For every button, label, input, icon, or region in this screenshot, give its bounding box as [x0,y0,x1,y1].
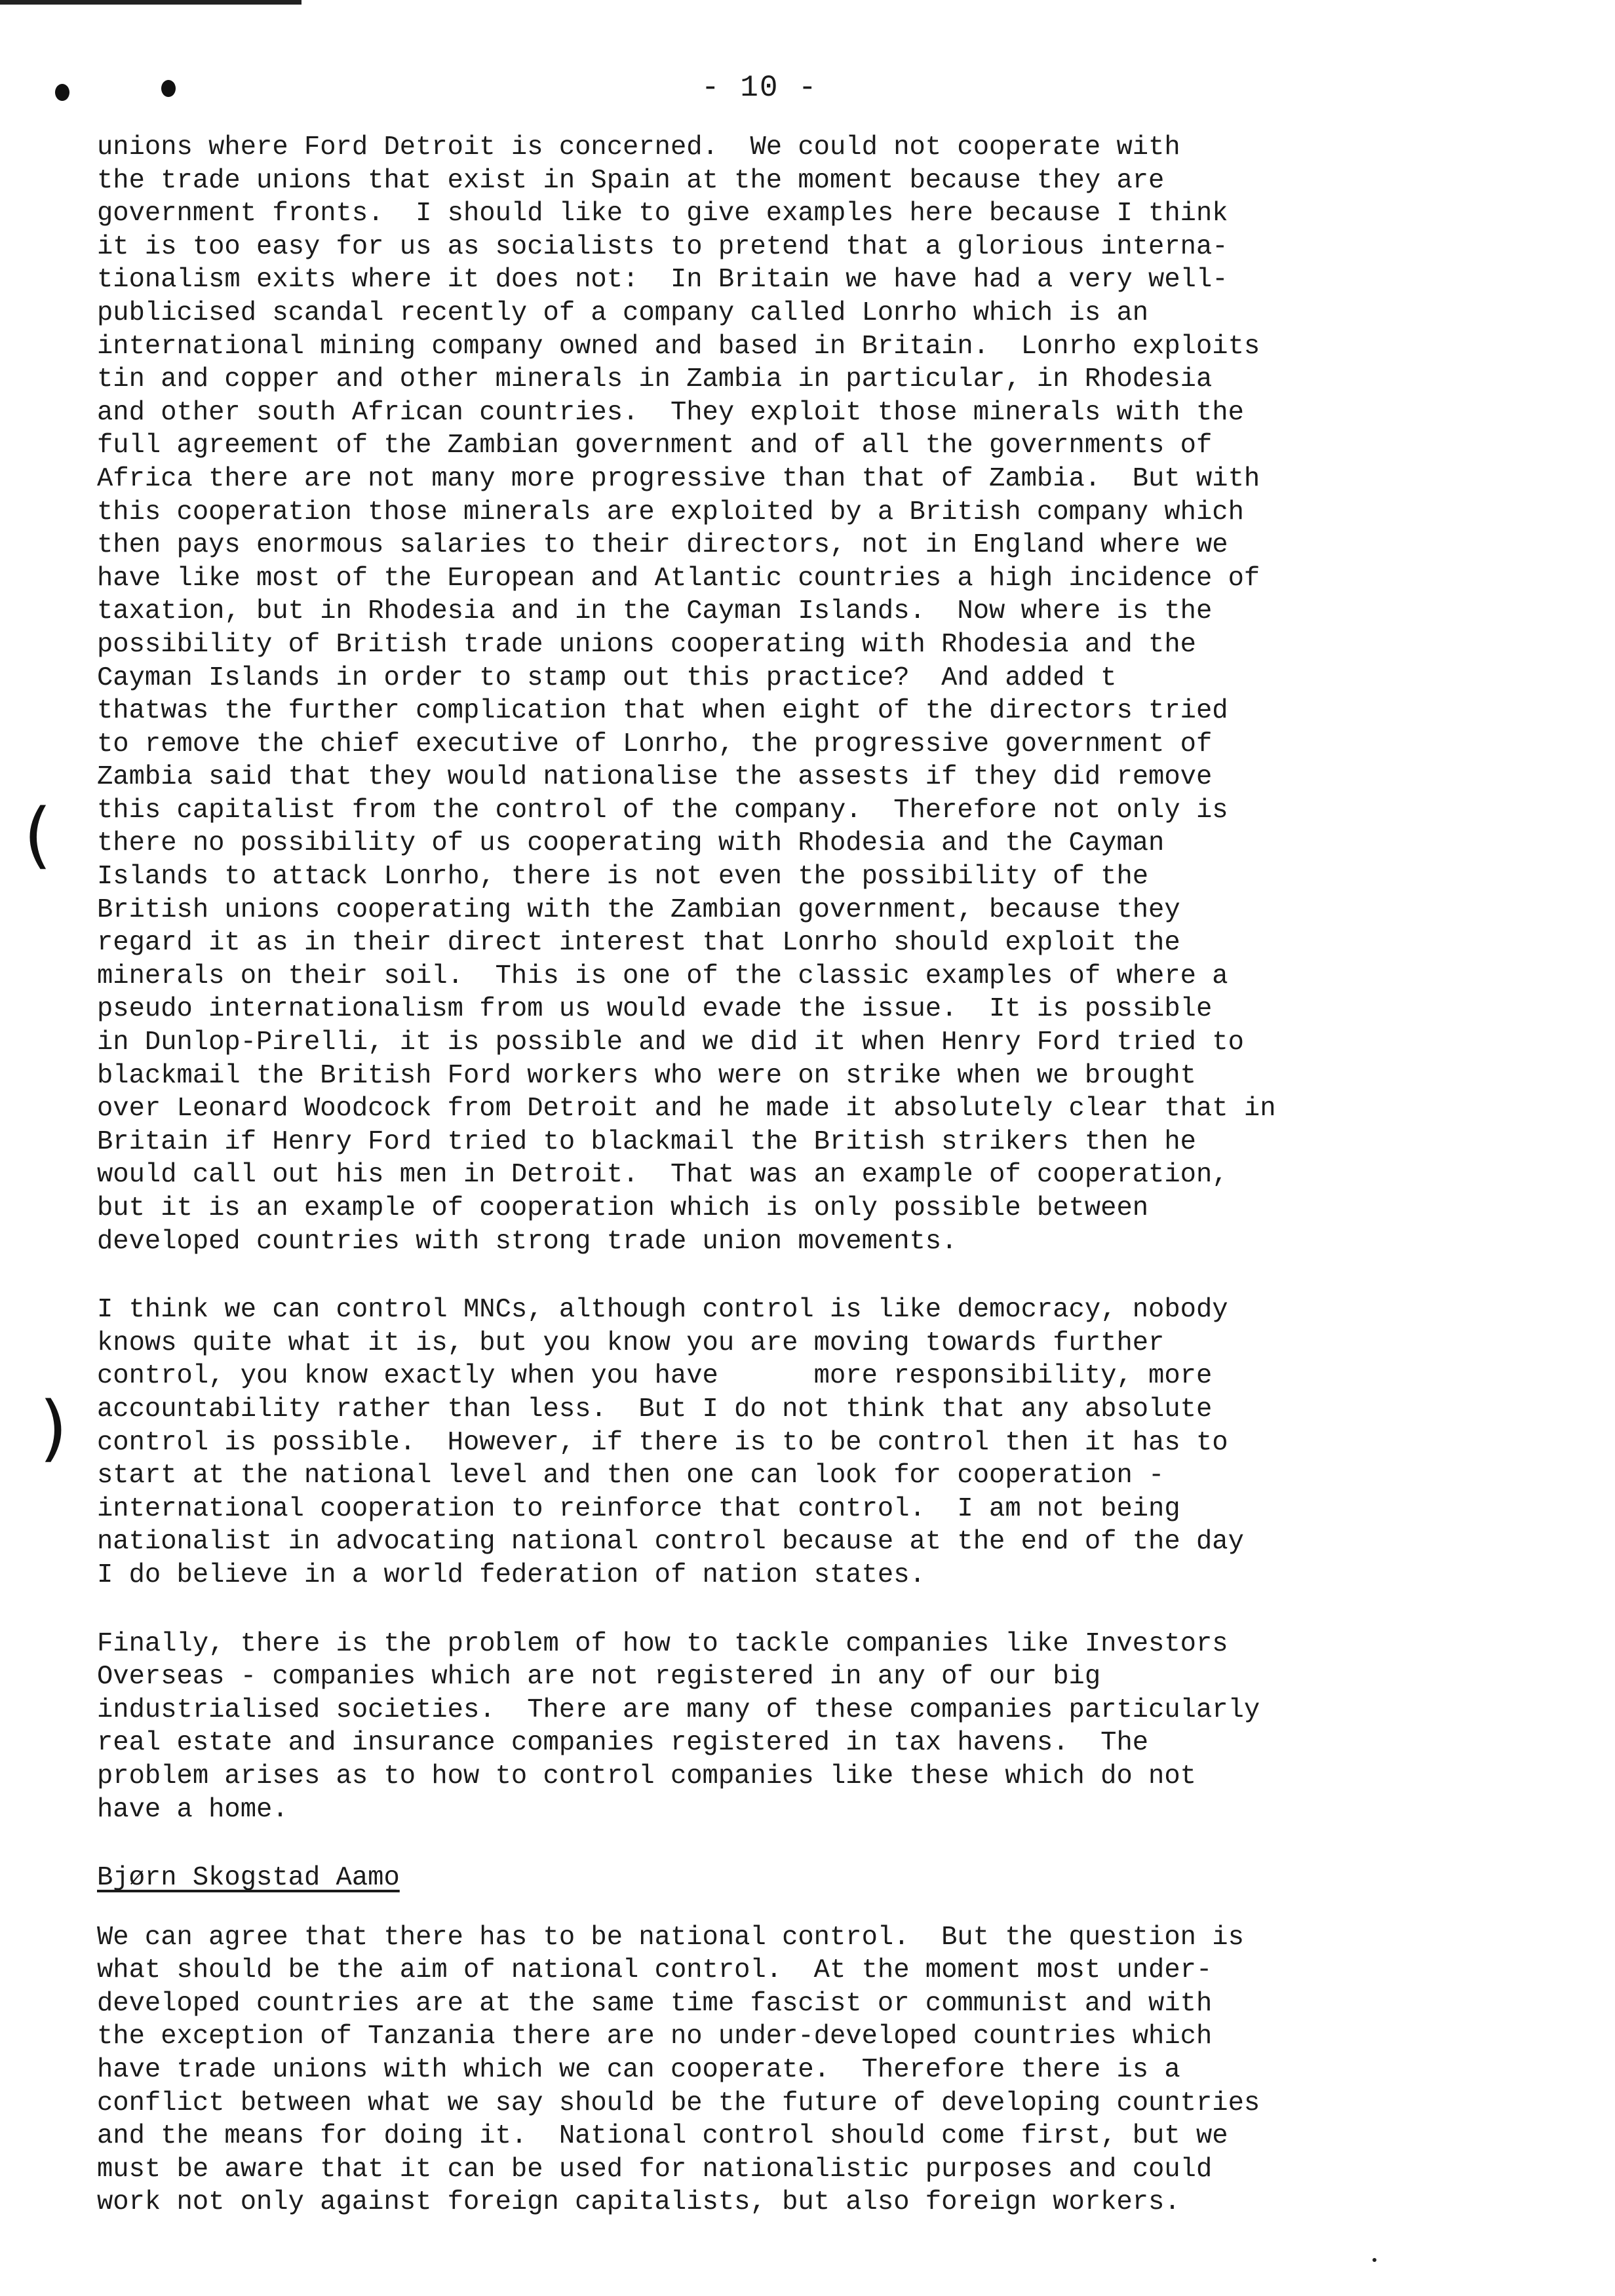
top-rule [0,0,302,5]
margin-bracket-mark: ( [24,793,52,877]
document-body [97,131,1539,2255]
punch-hole-right [161,80,176,97]
punch-hole-left [55,84,69,101]
page-number: - 10 - [701,71,818,105]
margin-bracket-mark: ( [39,1386,68,1470]
paragraph: We can agree that there has to be national control. But the question is what should be the aim of national control. At the moment most under- developed countries are at the same time fascist or communist and with the exception of Tanzania there are no under-developed countries which have trade unions with which we can cooperate. Therefore there is a conflict between what we say should be the future of developing countries and the means for doing it. National control should come first, but we must be aware that it can be used for nationalistic purposes and could work not only against foreign capitalists, but also foreign workers. [97,1922,1260,2218]
paragraph: unions where Ford Detroit is concerned. We could not cooperate with the trade unions that exist in Spain at the moment because they are government fronts. I should like to give examples here because I think it is too easy for us as socialists to pretend that a glorious interna- tionalism exits where it does not: In Britain we have had a very well- publicised scandal recently of a company called Lonrho which is an international mining company owned and based in Britain. Lonrho exploits tin and copper and other minerals in Zambia in particular, in Rhodesia and other south African countries. They exploit those minerals with the full agreement of the Zambian government and of all the governments of Africa there are not many more progressive than that of Zambia. But with this cooperation those minerals are exploited by a British company which then pays enormous salaries to their directors, not in England where we have like most of the European and Atlantic countries a high incidence of taxation, but in Rhodesia and in the Cayman Islands. Now where is the possibility of British trade unions cooperating with Rhodesia and the Cayman Islands in order to stamp out this practice? And added t thatwas the further complication that when eight of the directors tried to remove the chief executive of Lonrho, the progressive government of Zambia said that they would nationalise the assests if they did remove this capitalist from the control of the company. Therefore not only is there no possibility of us cooperating with Rhodesia and the Cayman Islands to attack Lonrho, there is not even the possibility of the British unions cooperating with the Zambian government, because they regard it as in their direct interest that Lonrho should exploit the minerals on their soil. This is one of the classic examples of where a pseudo internationalism from us would evade the issue. It is possible in Dunlop-Pirelli, it is possible and we did it when Henry Ford tried to blackmail the British Ford workers who were on strike when we brought over Leonard Woodcock from Detroit and he made it absolutely clear that in Britain if Henry Ford tried to blackmail the British strikers then he would call out his men in Detroit. That was an example of cooperation, but it is an example of cooperation which is only possible between developed countries with strong trade union movements. [97,132,1276,1257]
speaker-heading: Bjørn Skogstad Aamo [97,1863,400,1894]
end-mark [1372,2258,1376,2262]
paragraph: Finally, there is the problem of how to tackle companies like Investors Overseas - companies which are not registered in any of our big industrialised societies. There are many of these companies particularly real estate and insurance companies registered in tax havens. The problem arises as to how to control companies like these which do not have a home. [97,1628,1260,1825]
paragraph: I think we can control MNCs, although control is like democracy, nobody knows quite what it is, but you know you are moving towards further control, you know exactly when you have more responsibility, more accountability rather than less. But I do not think that any absolute control is possible. However, if there is to be control then it has to start at the national level and then one can look for cooperation - international cooperation to reinforce that control. I am not being nationalist in advocating national control because at the end of the day I do believe in a world federation of nation states. [97,1295,1244,1590]
